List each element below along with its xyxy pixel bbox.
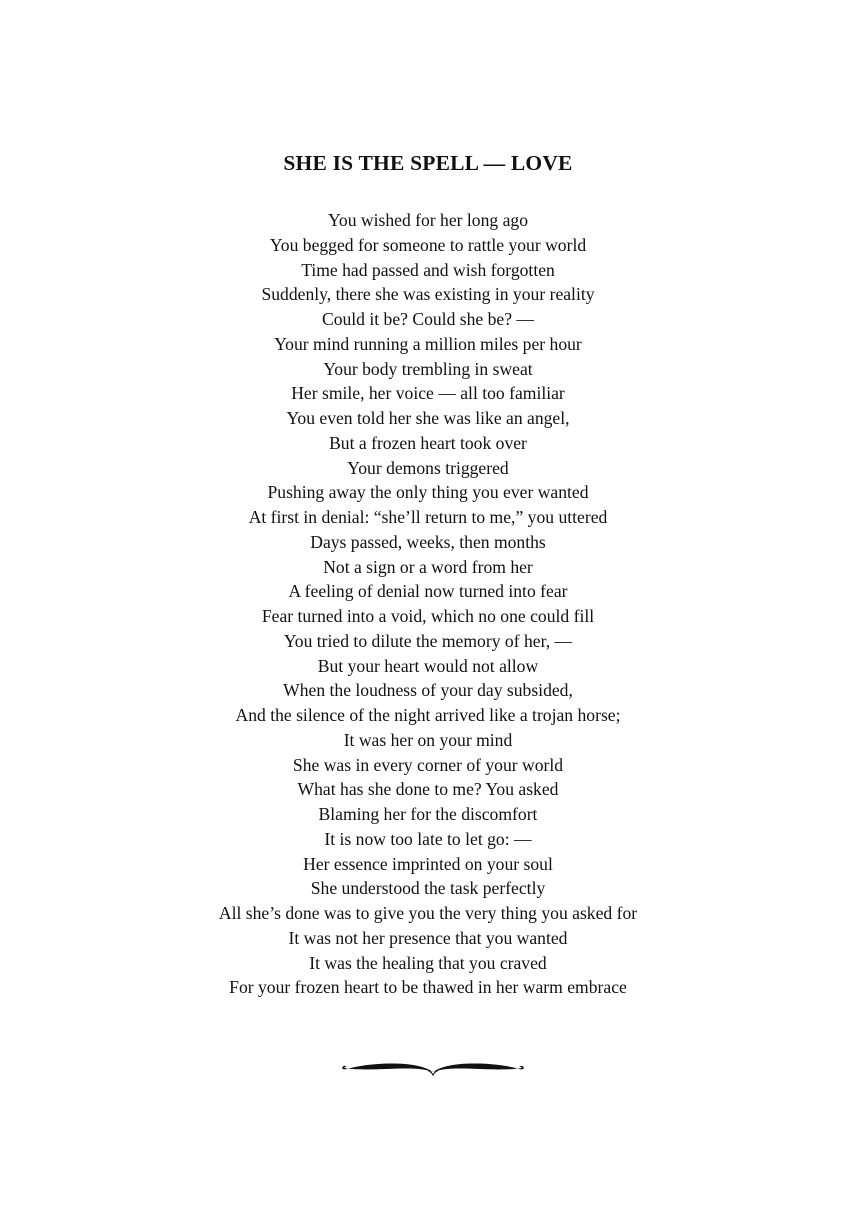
poem-body [0, 208, 856, 1000]
poem-line: But a frozen heart took over [329, 432, 527, 453]
poem-line: It was her on your mind [343, 729, 513, 750]
poem-line: For your frozen heart to be thawed in her warm embrace [229, 977, 627, 998]
poem-line: And the silence of the night arrived like a trojan horse; [235, 705, 621, 725]
poem-line: When the loudness of your day subsided, [283, 680, 573, 701]
poem-line: You tried to dilute the memory of her, — [283, 630, 573, 651]
poem-title: SHE IS THE SPELL — LOVE [283, 151, 573, 175]
poem-line: At first in denial: “she’ll return to me,” you uttered [248, 507, 608, 527]
poem-line: You even told her she was like an angel, [286, 408, 570, 428]
poem-line: Suddenly, there she was existing in your reality [261, 284, 595, 305]
poem-line: Time had passed and wish forgotten [301, 259, 555, 280]
poem-line: Pushing away the only thing you ever wanted [267, 482, 589, 503]
poem-line: You begged for someone to rattle your world [269, 234, 587, 255]
poem-line: A feeling of denial now turned into fear [288, 581, 568, 602]
poem-line: Could it be? Could she be? — [321, 309, 535, 329]
poem-line: She was in every corner of your world [292, 754, 564, 775]
poem-line: But your heart would not allow [317, 655, 539, 676]
poem-line: It was the healing that you craved [309, 952, 547, 973]
poem-line: Your body trembling in sweat [323, 358, 533, 379]
poem-line: Your mind running a million miles per hour [274, 333, 582, 354]
poem-line: Her smile, her voice — all too familiar [291, 383, 565, 404]
poem-line: Her essence imprinted on your soul [303, 853, 553, 874]
poem-line: It was not her presence that you wanted [288, 927, 568, 948]
poem-line: Fear turned into a void, which no one could fill [261, 606, 595, 626]
poem-line: She understood the task perfectly [310, 878, 546, 899]
poem-line: Blaming her for the discomfort [318, 804, 538, 824]
poem-line: What has she done to me? You asked [297, 779, 559, 800]
poem-line: All she’s done was to give you the very thing you asked for [218, 903, 638, 923]
poem-line: You wished for her long ago [327, 210, 529, 230]
poem-line: Not a sign or a word from her [323, 556, 533, 577]
poem-line: It is now too late to let go: — [324, 828, 532, 849]
poem-line: Your demons triggered [347, 457, 509, 478]
poem-line: Days passed, weeks, then months [310, 531, 546, 552]
flourish-divider-icon [339, 1058, 527, 1076]
